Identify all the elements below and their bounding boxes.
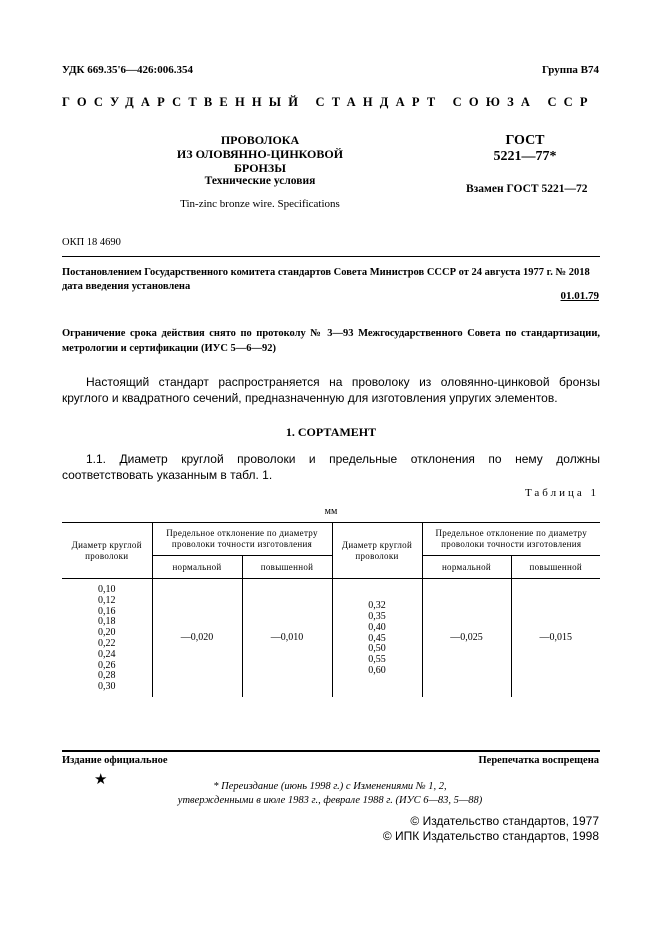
reissue-line-2: утвержденными в июле 1983 г., феврале 1988 г. (ИУС 6—83, 5—88) bbox=[177, 795, 483, 806]
official-edition: Издание официальное bbox=[62, 755, 168, 766]
tolerance-table bbox=[62, 522, 600, 697]
header-deviation-1: Предельное отклонение по диаметру проволоки точности изготовления bbox=[152, 523, 332, 556]
diameter-value: 0,18 bbox=[98, 616, 116, 628]
diameter-value: 0,22 bbox=[98, 637, 116, 649]
table-label: Таблица 1 bbox=[524, 487, 599, 499]
divider bbox=[62, 256, 600, 257]
diameter-value: 0,12 bbox=[98, 594, 116, 606]
deviation-increased-2: —0,015 bbox=[511, 579, 600, 697]
header-increased-1: повышенной bbox=[242, 556, 332, 579]
header-increased-2: повышенной bbox=[511, 556, 600, 579]
title-line-1: ПРОВОЛОКА bbox=[220, 133, 300, 147]
header-diameter-2: Диаметр круглой проволоки bbox=[332, 523, 422, 579]
gost-number: 5221—77* bbox=[493, 149, 557, 164]
section-heading: 1. СОРТАМЕНТ bbox=[285, 425, 377, 439]
diameter-value: 0,28 bbox=[98, 670, 116, 682]
diameter-value: 0,16 bbox=[98, 605, 116, 617]
reprint-notice: Перепечатка воспрещена bbox=[478, 755, 599, 766]
diameter-value: 0,10 bbox=[98, 584, 116, 595]
gost-label: ГОСТ bbox=[505, 133, 545, 148]
state-standard-heading: ГОСУДАРСТВЕННЫЙ СТАНДАРТ СОЮЗА ССР bbox=[62, 95, 595, 109]
document-title bbox=[150, 133, 370, 175]
diameter-value: 0,55 bbox=[368, 654, 386, 666]
udk-code: УДК 669.35'6—426:006.354 bbox=[62, 64, 193, 76]
replaces-note: Взамен ГОСТ 5221—72 bbox=[466, 183, 588, 195]
decree-text: Постановлением Государственного комитета стандартов Совета Министров СССР от 24 августа 1977 г. № 2018 дата введения установлена bbox=[62, 267, 590, 292]
diameter-value: 0,60 bbox=[368, 664, 386, 676]
intro-paragraph: Настоящий стандарт распространяется на проволоку из оловянно-цинковой бронзы круглого и квадратного сечений, предназначенную для изготовления упругих элементов. bbox=[62, 375, 600, 405]
diameter-value: 0,50 bbox=[368, 643, 386, 655]
diameters-group-1 bbox=[62, 579, 152, 697]
table-unit: мм bbox=[324, 506, 338, 517]
diameter-value: 0,40 bbox=[368, 621, 386, 633]
reissue-line-1: * Переиздание (июнь 1998 г.) с Изменениями № 1, 2, bbox=[213, 781, 447, 792]
header-deviation-2: Предельное отклонение по диаметру проволоки точности изготовления bbox=[422, 523, 600, 556]
diameter-value: 0,45 bbox=[368, 632, 386, 644]
document-subtitle: Технические условия bbox=[204, 175, 316, 187]
copyright-1998: © ИПК Издательство стандартов, 1998 bbox=[382, 829, 599, 843]
diameter-value: 0,35 bbox=[368, 610, 386, 622]
diameters-group-2 bbox=[332, 579, 422, 697]
deviation-normal-1: —0,020 bbox=[152, 579, 242, 697]
copyright-1977: © Издательство стандартов, 1977 bbox=[410, 814, 599, 828]
diameter-value: 0,24 bbox=[98, 648, 116, 660]
deviation-normal-2: —0,025 bbox=[422, 579, 511, 697]
group-code: Группа В74 bbox=[541, 64, 599, 76]
star-icon: ★ bbox=[94, 772, 108, 788]
okp-code: ОКП 18 4690 bbox=[62, 237, 121, 248]
reissue-note bbox=[120, 780, 540, 808]
clause-1-1: 1.1. Диаметр круглой проволоки и предельные отклонения по нему должны соответствовать указанным в табл. 1. bbox=[62, 452, 600, 482]
gost-designation bbox=[470, 133, 580, 165]
diameter-value: 0,32 bbox=[368, 600, 386, 612]
deviation-increased-1: —0,010 bbox=[242, 579, 332, 697]
title-line-2: ИЗ ОЛОВЯННО-ЦИНКОВОЙ БРОНЗЫ bbox=[176, 147, 344, 175]
intro-date: 01.01.79 bbox=[560, 290, 599, 302]
table-row bbox=[62, 579, 600, 697]
footer-divider bbox=[62, 750, 600, 752]
header-diameter-1: Диаметр круглой проволоки bbox=[62, 523, 152, 579]
header-normal-1: нормальной bbox=[152, 556, 242, 579]
diameter-value: 0,30 bbox=[98, 681, 116, 693]
limitation-note: Ограничение срока действия снято по протоколу № 3—93 Межгосударственного Совета по стандартизации, метрологии и сертификации (ИУС 5—6—92) bbox=[62, 328, 600, 354]
english-title: Tin-zinc bronze wire. Specifications bbox=[180, 198, 340, 210]
diameter-value: 0,26 bbox=[98, 659, 116, 671]
diameter-value: 0,20 bbox=[98, 627, 116, 639]
header-normal-2: нормальной bbox=[422, 556, 511, 579]
